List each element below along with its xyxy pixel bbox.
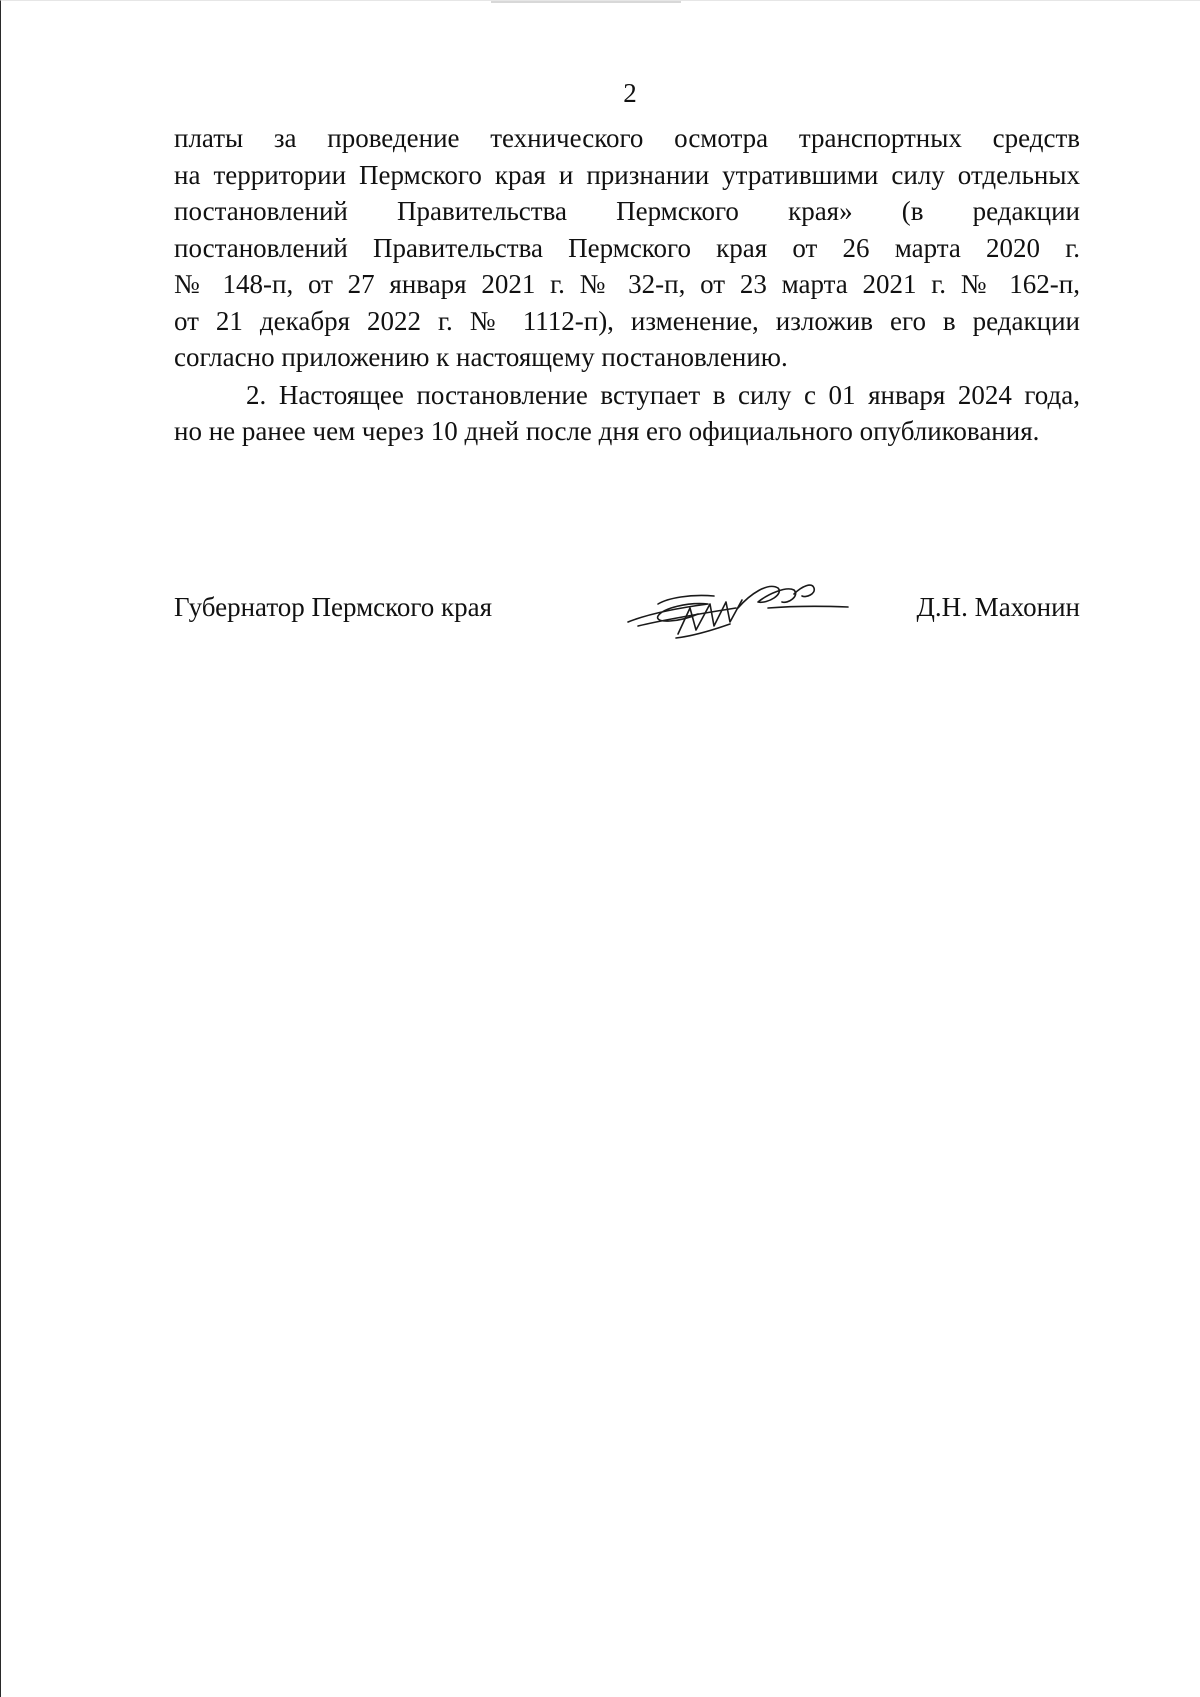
paragraph-1-line: платы за проведение технического осмотра транспортных средств xyxy=(174,123,1080,153)
signatory-name: Д.Н. Махонин xyxy=(916,592,1080,622)
paragraph-1-line: постановлений Правительства Пермского края» (в редакции xyxy=(174,196,1080,226)
signatory-title: Губернатор Пермского края xyxy=(174,592,493,622)
handwritten-signature xyxy=(618,564,850,644)
paragraph-1-line: на территории Пермского края и признании утратившими силу отдельных xyxy=(174,159,1080,190)
paragraph-1-line: постановлений Правительства Пермского края от 26 марта 2020 г. xyxy=(174,232,1080,263)
paragraph-2-line: 2. Настоящее постановление вступает в силу с 01 января 2024 года, xyxy=(246,379,1080,410)
paragraph-2-line: но не ранее чем через 10 дней после дня его официального опубликования. xyxy=(174,416,1040,446)
paragraph-1-line: от 21 декабря 2022 г. № 1112-п), изменение, изложив его в редакции xyxy=(174,305,1080,336)
paragraph-1-line: согласно приложению к настоящему постановлению. xyxy=(174,342,788,372)
signature-block xyxy=(174,589,1080,649)
page-number: 2 xyxy=(623,78,637,108)
document-body xyxy=(174,120,1080,450)
scan-artifact xyxy=(491,1,681,3)
paragraph-1-line: № 148-п, от 27 января 2021 г. № 32-п, от 23 марта 2021 г. № 162-п, xyxy=(174,269,1080,299)
